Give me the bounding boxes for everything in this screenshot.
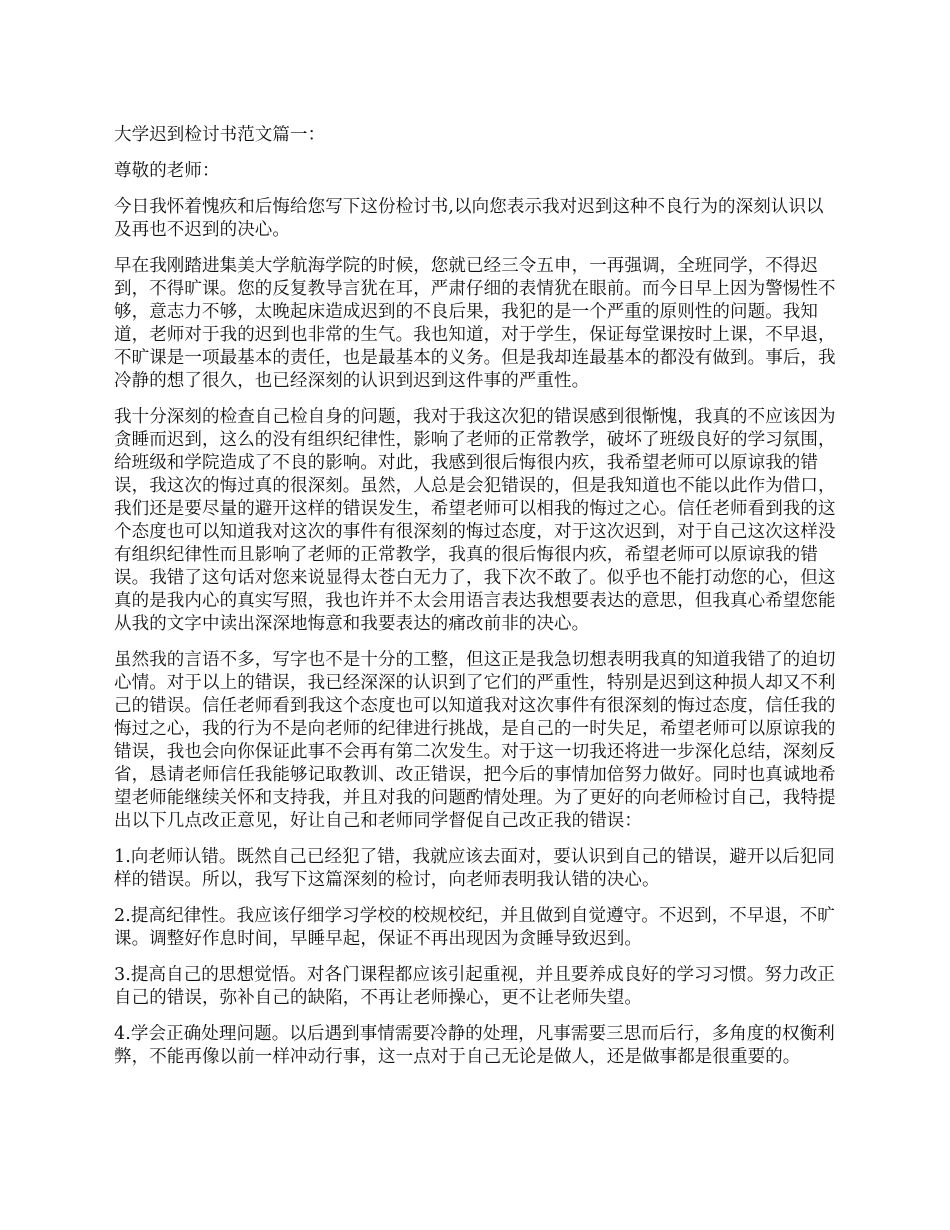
paragraph-commitment: 虽然我的言语不多，写字也不是十分的工整，但这正是我急切想表明我真的知道我错了的迫切心情。对于以上的错误，我已经深深的认识到了它们的严重性，特别是迟到这种损人却又不利己的错误。信任老师看到我这个态度也可以知道我对这次事件有很深刻的悔过态度，信任我的悔过之心，我的行为不是向老师的纪律进行挑战，是自己的一时失足，希望老师可以原谅我的错误，我也会向你保证此事不会再有第二次发生。对于这一切我还将进一步深化总结，深刻反省，恳请老师信任我能够记取教训、改正错误，把今后的事情加倍努力做好。同时也真诚地希望老师能继续关怀和支持我，并且对我的问题酌情处理。为了更好的向老师检讨自己，我特提出以下几点改正意见，好让自己和老师同学督促自己改正我的错误：: [114, 650, 836, 831]
list-item-4: 4.学会正确处理问题。以后遇到事情需要冷静的处理，凡事需要三思而后行，多角度的权衡利弊，不能再像以前一样冲动行事，这一点对于自己无论是做人，还是做事都是很重要的。: [114, 1024, 835, 1067]
list-item-2: 2.提高纪律性。我应该仔细学习学校的校规校纪，并且做到自觉遵守。不迟到，不早退，不旷课。调整好作息时间，早睡早起，保证不再出现因为贪睡导致迟到。: [114, 906, 835, 949]
list-item-1: 1.向老师认错。既然自己已经犯了错，我就应该去面对，要认识到自己的错误，避开以后犯同样的错误。所以，我写下这篇深刻的检讨，向老师表明我认错的决心。: [114, 847, 835, 890]
list-item-3: 3.提高自己的思想觉悟。对各门课程都应该引起重视，并且要养成良好的学习习惯。努力改正自己的错误，弥补自己的缺陷，不再让老师操心，更不让老师失望。: [114, 965, 835, 1008]
paragraph-reflection: 我十分深刻的检查自己检自身的问题，我对于我这次犯的错误感到很惭愧，我真的不应该因为贪睡而迟到，这么的没有组织纪律性，影响了老师的正常教学，破坏了班级良好的学习氛围，给班级和学院造成了不良的影响。对此，我感到很后悔很内疚，我希望老师可以原谅我的错误，我这次的悔过真的很深刻。虽然，人总是会犯错误的，但是我知道也不能以此作为借口，我们还是要尽量的避开这样的错误发生，希望老师可以相我的悔过之心。信任老师看到我的这个态度也可以知道我对这次的事件有很深刻的悔过态度，对于这次迟到，对于自己这次这样没有组织纪律性而且影响了老师的正常教学，我真的很后悔很内疚，希望老师可以原谅我的错误。我错了这句话对您来说显得太苍白无力了，我下次不敢了。似乎也不能打动您的心，但这真的是我内心的真实写照，我也许并不太会用语言表达我想要表达的意思，但我真心希望您能从我的文字中读出深深地悔意和我要表达的痛改前非的决心。: [114, 407, 836, 634]
salutation: 尊敬的老师：: [114, 161, 220, 181]
paragraph-background: 早在我刚踏进集美大学航海学院的时候，您就已经三令五申，一再强调，全班同学，不得迟到，不得旷课。您的反复教导言犹在耳，严肃仔细的表情犹在眼前。而今日早上因为警惕性不够，意志力不够，太晚起床造成迟到的不良后果，我犯的是一个严重的原则性的问题。我知道，老师对于我的迟到也非常的生气。我也知道，对于学生，保证每堂课按时上课，不早退，不旷课是一项最基本的责任，也是最基本的义务。但是我却连最基本的都没有做到。事后，我冷静的想了很久，也已经深刻的认识到迟到这件事的严重性。: [114, 256, 836, 391]
paragraph-intro: 今日我怀着愧疚和后悔给您写下这份检讨书,以向您表示我对迟到这种不良行为的深刻认识以及再也不迟到的决心。: [114, 197, 824, 240]
document-title: 大学迟到检讨书范文篇一：: [114, 125, 326, 145]
document-body: [114, 124, 836, 1082]
